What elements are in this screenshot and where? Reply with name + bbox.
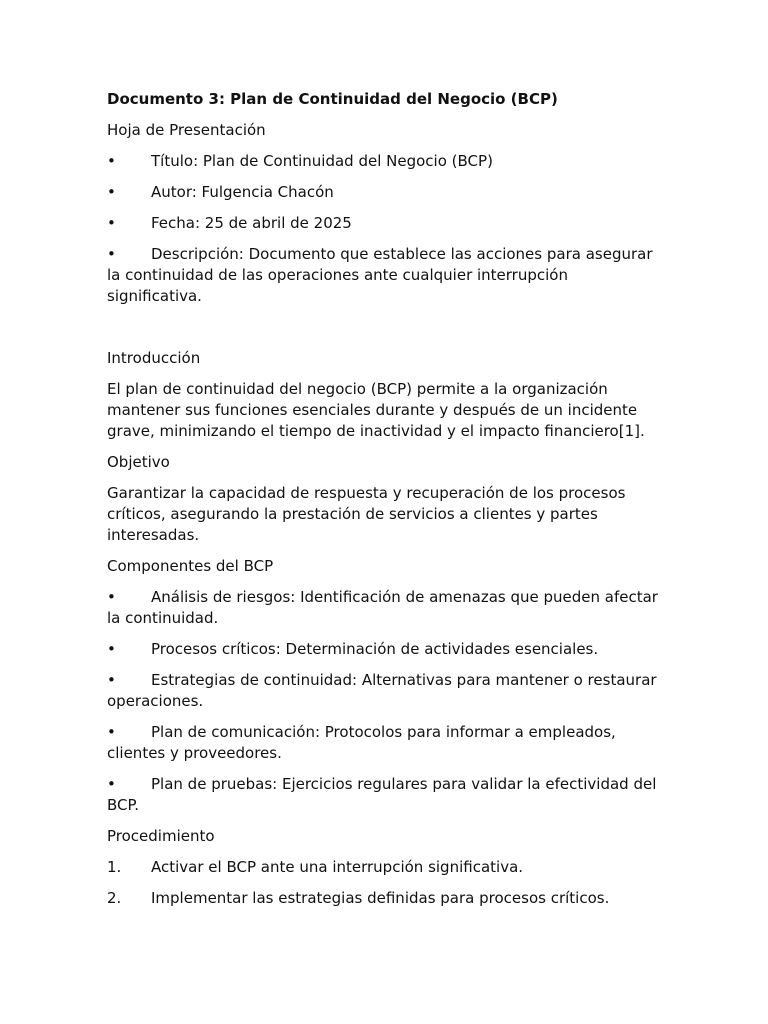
cover-item-date <box>107 213 667 234</box>
objective-heading: Objetivo <box>107 453 170 471</box>
bullet-marker: • <box>107 245 116 263</box>
cover-item-text: Fecha: 25 de abril de 2025 <box>151 214 352 232</box>
bullet-marker: • <box>107 723 116 741</box>
component-item-text: Plan de pruebas: Ejercicios regulares para validar la efectividad del BCP. <box>107 775 657 814</box>
procedure-step-text: Implementar las estrategias definidas para procesos críticos. <box>151 889 610 907</box>
component-item-text: Análisis de riesgos: Identificación de amenazas que pueden afectar la continuidad. <box>107 588 658 627</box>
procedure-step-text: Activar el BCP ante una interrupción significativa. <box>151 858 524 876</box>
component-item <box>107 774 667 816</box>
cover-item-title <box>107 151 667 172</box>
component-item <box>107 670 667 712</box>
document-title: Documento 3: Plan de Continuidad del Negocio (BCP) <box>107 90 558 108</box>
bullet-marker: • <box>107 640 116 658</box>
bullet-marker: • <box>107 214 116 232</box>
bullet-marker: • <box>107 588 116 606</box>
component-item-text: Estrategias de continuidad: Alternativas para mantener o restaurar operaciones. <box>107 671 657 710</box>
cover-item-text: Autor: Fulgencia Chacón <box>151 183 334 201</box>
component-item <box>107 587 667 629</box>
component-item <box>107 639 667 660</box>
bullet-marker: • <box>107 775 116 793</box>
bullet-marker: • <box>107 152 116 170</box>
component-item-text: Procesos críticos: Determinación de actividades esenciales. <box>151 640 599 658</box>
document-body <box>107 89 667 919</box>
cover-item-description <box>107 244 667 307</box>
components-heading: Componentes del BCP <box>107 557 274 575</box>
procedure-step <box>107 857 667 878</box>
introduction-heading: Introducción <box>107 349 201 367</box>
cover-item-text: Título: Plan de Continuidad del Negocio (BCP) <box>151 152 493 170</box>
bullet-marker: • <box>107 183 116 201</box>
bullet-marker: • <box>107 671 116 689</box>
cover-item-author <box>107 182 667 203</box>
step-number: 1. <box>107 858 122 876</box>
objective-text: Garantizar la capacidad de respuesta y recuperación de los procesos críticos, asegurando la prestación de servicios a clientes y partes interesadas. <box>107 484 626 544</box>
component-item <box>107 722 667 764</box>
step-number: 2. <box>107 889 122 907</box>
procedure-heading: Procedimiento <box>107 827 215 845</box>
section-spacer <box>107 317 667 348</box>
component-item-text: Plan de comunicación: Protocolos para informar a empleados, clientes y proveedores. <box>107 723 616 762</box>
introduction-text: El plan de continuidad del negocio (BCP) permite a la organización mantener sus funciones esenciales durante y después de un incidente grave, minimizando el tiempo de inactividad y el impacto financiero[1]. <box>107 380 645 440</box>
procedure-step <box>107 888 667 909</box>
cover-heading: Hoja de Presentación <box>107 121 266 139</box>
cover-item-text: Descripción: Documento que establece las acciones para asegurar la continuidad de las operaciones ante cualquier interrupción significativa. <box>107 245 653 305</box>
